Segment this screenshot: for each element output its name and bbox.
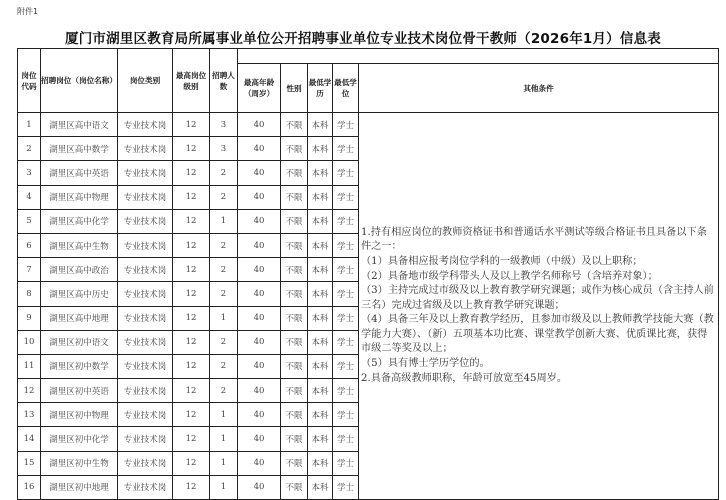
header-code: 岗位代码 xyxy=(18,49,41,113)
cell-degree: 学士 xyxy=(333,233,359,257)
condition-item: 1.持有相应岗位的教师资格证书和普通话水平测试等级合格证书且具备以下条件之一： xyxy=(361,226,707,253)
cell-degree: 学士 xyxy=(333,306,359,330)
cell-category: 专业技术岗 xyxy=(118,427,173,451)
cell-age: 40 xyxy=(238,403,281,427)
cell-count: 1 xyxy=(210,209,238,233)
cell-count: 2 xyxy=(210,282,238,306)
cell-name: 湖里区高中地理 xyxy=(41,306,118,330)
cell-category: 专业技术岗 xyxy=(118,209,173,233)
cell-name: 湖里区初中生物 xyxy=(41,451,118,475)
cell-level: 12 xyxy=(173,451,210,475)
cell-education: 本科 xyxy=(308,379,333,403)
cell-name: 湖里区初中数学 xyxy=(41,354,118,378)
cell-category: 专业技术岗 xyxy=(118,403,173,427)
cell-gender: 不限 xyxy=(281,185,308,209)
cell-category: 专业技术岗 xyxy=(118,282,173,306)
cell-count: 3 xyxy=(210,137,238,161)
attachment-label: 附件1 xyxy=(17,7,39,16)
cell-name: 湖里区初中英语 xyxy=(41,379,118,403)
cell-degree: 学士 xyxy=(333,475,359,499)
cell-count: 1 xyxy=(210,306,238,330)
cell-gender: 不限 xyxy=(281,451,308,475)
cell-degree: 学士 xyxy=(333,379,359,403)
condition-item: 2.具备高级教师职称，年龄可放宽至45周岁。 xyxy=(361,372,568,384)
cell-name: 湖里区高中化学 xyxy=(41,209,118,233)
header-blank xyxy=(238,49,719,64)
cell-degree: 学士 xyxy=(333,209,359,233)
cell-gender: 不限 xyxy=(281,282,308,306)
cell-age: 40 xyxy=(238,475,281,499)
table-row xyxy=(18,113,719,137)
cell-level: 12 xyxy=(173,330,210,354)
cell-code: 5 xyxy=(18,209,41,233)
cell-degree: 学士 xyxy=(333,258,359,282)
cell-level: 12 xyxy=(173,161,210,185)
cell-count: 1 xyxy=(210,475,238,499)
cell-level: 12 xyxy=(173,306,210,330)
cell-education: 本科 xyxy=(308,233,333,257)
cell-code: 10 xyxy=(18,330,41,354)
cell-education: 本科 xyxy=(308,475,333,499)
cell-code: 6 xyxy=(18,233,41,257)
cell-degree: 学士 xyxy=(333,185,359,209)
cell-education: 本科 xyxy=(308,185,333,209)
cell-gender: 不限 xyxy=(281,306,308,330)
cell-code: 2 xyxy=(18,137,41,161)
cell-gender: 不限 xyxy=(281,233,308,257)
cell-education: 本科 xyxy=(308,403,333,427)
cell-count: 1 xyxy=(210,451,238,475)
cell-count: 2 xyxy=(210,330,238,354)
condition-item: （3）主持完成过市级及以上教育教学研究课题；或作为核心成员（含主持人前三名）完成过省级及以上教育教学研究课题； xyxy=(361,285,714,311)
cell-name: 湖里区高中物理 xyxy=(41,185,118,209)
cell-gender: 不限 xyxy=(281,379,308,403)
header-level: 最高岗位级别 xyxy=(173,49,210,113)
cell-count: 1 xyxy=(210,427,238,451)
recruitment-table xyxy=(17,48,719,500)
cell-category: 专业技术岗 xyxy=(118,330,173,354)
cell-age: 40 xyxy=(238,427,281,451)
cell-category: 专业技术岗 xyxy=(118,258,173,282)
cell-name: 湖里区初中语文 xyxy=(41,330,118,354)
cell-education: 本科 xyxy=(308,306,333,330)
cell-level: 12 xyxy=(173,258,210,282)
header-degree: 最低学位 xyxy=(333,64,359,113)
cell-category: 专业技术岗 xyxy=(118,185,173,209)
cell-code: 4 xyxy=(18,185,41,209)
cell-degree: 学士 xyxy=(333,451,359,475)
cell-count: 2 xyxy=(210,233,238,257)
cell-level: 12 xyxy=(173,427,210,451)
cell-gender: 不限 xyxy=(281,403,308,427)
cell-count: 2 xyxy=(210,379,238,403)
cell-level: 12 xyxy=(173,209,210,233)
cell-gender: 不限 xyxy=(281,354,308,378)
cell-level: 12 xyxy=(173,185,210,209)
cell-degree: 学士 xyxy=(333,354,359,378)
cell-name: 湖里区初中物理 xyxy=(41,403,118,427)
cell-name: 湖里区初中化学 xyxy=(41,427,118,451)
cell-gender: 不限 xyxy=(281,427,308,451)
cell-code: 7 xyxy=(18,258,41,282)
cell-level: 12 xyxy=(173,403,210,427)
other-conditions-cell xyxy=(359,113,719,500)
cell-code: 9 xyxy=(18,306,41,330)
cell-count: 2 xyxy=(210,258,238,282)
cell-degree: 学士 xyxy=(333,161,359,185)
cell-category: 专业技术岗 xyxy=(118,475,173,499)
cell-education: 本科 xyxy=(308,161,333,185)
cell-count: 3 xyxy=(210,113,238,137)
cell-education: 本科 xyxy=(308,451,333,475)
cell-code: 15 xyxy=(18,451,41,475)
cell-gender: 不限 xyxy=(281,330,308,354)
header-count: 招聘人数 xyxy=(210,49,238,113)
cell-age: 40 xyxy=(238,113,281,137)
cell-level: 12 xyxy=(173,233,210,257)
cell-education: 本科 xyxy=(308,113,333,137)
cell-name: 湖里区高中数学 xyxy=(41,137,118,161)
cell-education: 本科 xyxy=(308,427,333,451)
cell-category: 专业技术岗 xyxy=(118,233,173,257)
cell-education: 本科 xyxy=(308,354,333,378)
cell-age: 40 xyxy=(238,379,281,403)
cell-level: 12 xyxy=(173,137,210,161)
cell-name: 湖里区初中地理 xyxy=(41,475,118,499)
cell-name: 湖里区高中政治 xyxy=(41,258,118,282)
cell-age: 40 xyxy=(238,185,281,209)
cell-education: 本科 xyxy=(308,282,333,306)
cell-level: 12 xyxy=(173,113,210,137)
cell-education: 本科 xyxy=(308,137,333,161)
cell-degree: 学士 xyxy=(333,113,359,137)
condition-item: （1）具备相应报考岗位学科的一级教师（中级）及以上职称； xyxy=(361,255,643,267)
cell-age: 40 xyxy=(238,330,281,354)
cell-code: 16 xyxy=(18,475,41,499)
cell-code: 13 xyxy=(18,403,41,427)
cell-code: 8 xyxy=(18,282,41,306)
cell-gender: 不限 xyxy=(281,209,308,233)
cell-age: 40 xyxy=(238,137,281,161)
cell-count: 1 xyxy=(210,403,238,427)
cell-code: 3 xyxy=(18,161,41,185)
header-category: 岗位类别 xyxy=(118,49,173,113)
header-age: 最高年龄（周岁） xyxy=(238,64,281,113)
condition-item: （4）具备三年及以上教育教学经历，且参加市级及以上教师教学技能大赛（教学能力大赛）、（新）五项基本功比赛、课堂教学创新大赛、优质课比赛，获得市级二等奖及以上； xyxy=(361,314,714,355)
cell-age: 40 xyxy=(238,233,281,257)
condition-item: （2）具备地市级学科带头人及以上教学名师称号（含培养对象）； xyxy=(361,270,658,282)
cell-age: 40 xyxy=(238,258,281,282)
cell-age: 40 xyxy=(238,306,281,330)
cell-education: 本科 xyxy=(308,209,333,233)
cell-level: 12 xyxy=(173,475,210,499)
cell-name: 湖里区高中生物 xyxy=(41,233,118,257)
cell-gender: 不限 xyxy=(281,475,308,499)
cell-age: 40 xyxy=(238,161,281,185)
cell-code: 1 xyxy=(18,113,41,137)
cell-degree: 学士 xyxy=(333,282,359,306)
cell-code: 12 xyxy=(18,379,41,403)
cell-degree: 学士 xyxy=(333,403,359,427)
cell-category: 专业技术岗 xyxy=(118,354,173,378)
cell-code: 14 xyxy=(18,427,41,451)
cell-gender: 不限 xyxy=(281,161,308,185)
cell-level: 12 xyxy=(173,379,210,403)
cell-degree: 学士 xyxy=(333,427,359,451)
cell-code: 11 xyxy=(18,354,41,378)
cell-category: 专业技术岗 xyxy=(118,451,173,475)
cell-category: 专业技术岗 xyxy=(118,379,173,403)
cell-age: 40 xyxy=(238,209,281,233)
cell-count: 2 xyxy=(210,354,238,378)
cell-degree: 学士 xyxy=(333,137,359,161)
header-name: 招聘岗位（岗位名称） xyxy=(41,49,118,113)
cell-age: 40 xyxy=(238,451,281,475)
cell-name: 湖里区高中英语 xyxy=(41,161,118,185)
header-education: 最低学历 xyxy=(308,64,333,113)
cell-level: 12 xyxy=(173,354,210,378)
header-gender: 性别 xyxy=(281,64,308,113)
header-conditions: 其他条件 xyxy=(359,64,719,113)
page-title: 厦门市湖里区教育局所属事业单位公开招聘事业单位专业技术岗位骨干教师（2026年1月）信息表 xyxy=(65,31,661,47)
cell-name: 湖里区高中历史 xyxy=(41,282,118,306)
cell-education: 本科 xyxy=(308,258,333,282)
cell-category: 专业技术岗 xyxy=(118,306,173,330)
cell-name: 湖里区高中语文 xyxy=(41,113,118,137)
cell-age: 40 xyxy=(238,282,281,306)
cell-category: 专业技术岗 xyxy=(118,161,173,185)
cell-category: 专业技术岗 xyxy=(118,137,173,161)
cell-category: 专业技术岗 xyxy=(118,113,173,137)
cell-degree: 学士 xyxy=(333,330,359,354)
condition-item: （5）具有博士学历学位的。 xyxy=(361,358,490,370)
cell-education: 本科 xyxy=(308,330,333,354)
cell-count: 2 xyxy=(210,161,238,185)
cell-gender: 不限 xyxy=(281,258,308,282)
cell-age: 40 xyxy=(238,354,281,378)
cell-gender: 不限 xyxy=(281,137,308,161)
cell-count: 2 xyxy=(210,185,238,209)
cell-level: 12 xyxy=(173,282,210,306)
cell-gender: 不限 xyxy=(281,113,308,137)
